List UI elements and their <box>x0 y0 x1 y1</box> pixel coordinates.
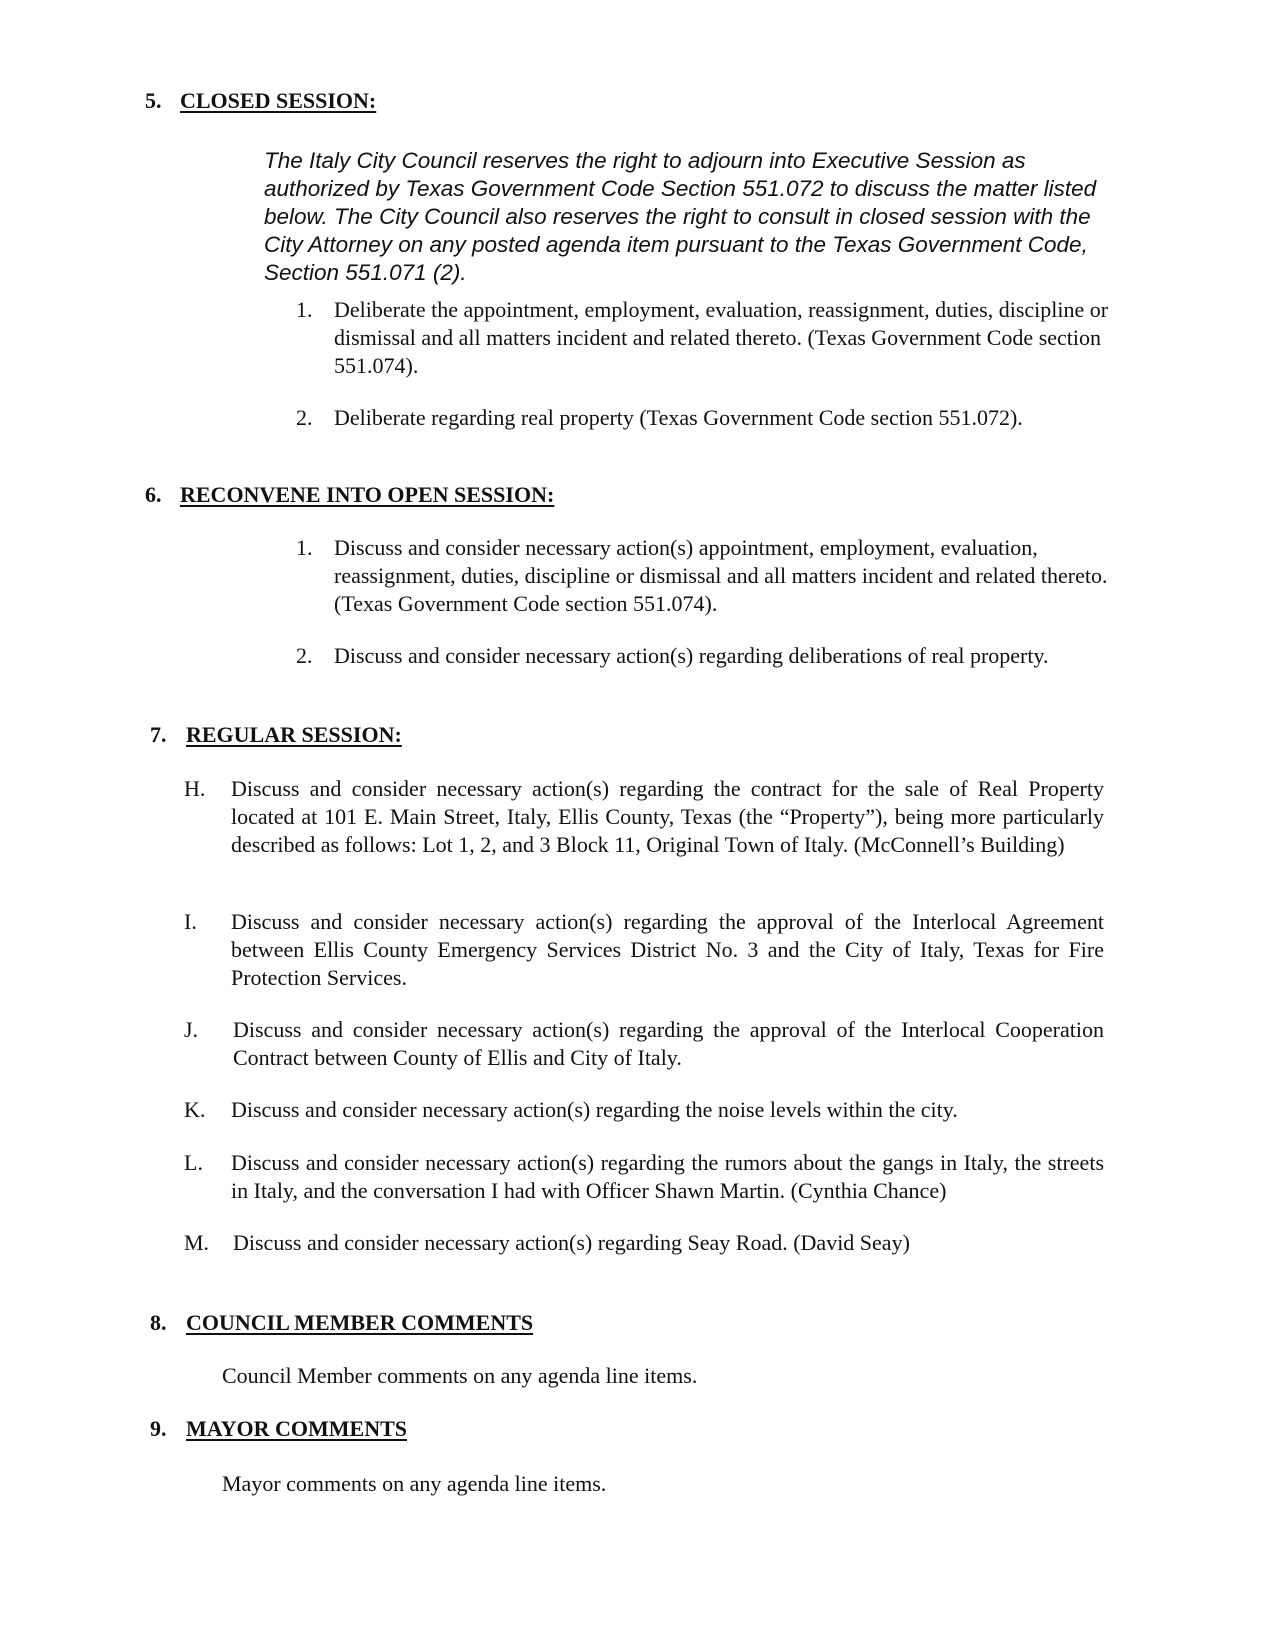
closed-item-1 <box>296 296 1138 380</box>
regular-item-k <box>184 1096 1104 1124</box>
section-title: CLOSED SESSION: <box>180 88 377 113</box>
section-7-heading <box>150 722 402 748</box>
section-number: 8. <box>150 1310 167 1335</box>
section-title: REGULAR SESSION: <box>186 722 402 747</box>
item-text: Discuss and consider necessary action(s) regarding the approval of the Interlocal Agreement between Ellis County Emergency Services District No. 3 and the City of Italy, Texas for Fire Protection Services. <box>231 909 1104 990</box>
item-marker: J. <box>184 1017 199 1042</box>
regular-item-m <box>184 1229 1104 1257</box>
item-marker: L. <box>184 1150 203 1175</box>
section-5-heading <box>145 88 376 114</box>
item-text: Discuss and consider necessary action(s) regarding the contract for the sale of Real Property located at 101 E. Main Street, Italy, Ellis County, Texas (the “Property”), being more particularly described as follows: Lot 1, 2, and 3 Block 11, Original Town of Italy. (McConnell’s Building) <box>231 776 1104 857</box>
item-text: Discuss and consider necessary action(s) regarding the approval of the Interlocal Cooperation Contract between County of Ellis and City of Italy. <box>233 1017 1104 1070</box>
section-number: 9. <box>150 1416 167 1441</box>
item-text: Discuss and consider necessary action(s) regarding the rumors about the gangs in Italy, the streets in Italy, and the conversation I had with Officer Shawn Martin. (Cynthia Chance) <box>231 1150 1104 1203</box>
council-comments-text: Council Member comments on any agenda line items. <box>222 1363 698 1388</box>
item-text: Discuss and consider necessary action(s) regarding the noise levels within the city. <box>231 1097 958 1122</box>
item-marker: 2. <box>296 405 313 430</box>
item-marker: I. <box>184 909 197 934</box>
regular-item-h <box>184 775 1104 859</box>
closed-item-2 <box>296 404 1138 432</box>
item-text: Deliberate the appointment, employment, evaluation, reassignment, duties, discipline or dismissal and all matters incident and related thereto. (Texas Government Code section 551.074). <box>334 297 1109 378</box>
item-text: Discuss and consider necessary action(s) regarding Seay Road. (David Seay) <box>233 1230 910 1255</box>
regular-item-j <box>184 1016 1104 1072</box>
regular-item-l <box>184 1149 1104 1205</box>
open-item-1 <box>296 534 1126 618</box>
item-marker: 1. <box>296 297 313 322</box>
section-6-heading <box>145 482 554 508</box>
item-text: Discuss and consider necessary action(s) appointment, employment, evaluation, reassignment, duties, discipline or dismissal and all matters incident and related thereto. (Texas Government Code section 551.074). <box>334 535 1108 616</box>
section-title: MAYOR COMMENTS <box>186 1416 408 1441</box>
mayor-comments-text: Mayor comments on any agenda line items. <box>222 1471 607 1496</box>
item-marker: 2. <box>296 643 313 668</box>
closed-session-notice: The Italy City Council reserves the right to adjourn into Executive Session as authorized by Texas Government Code Section 551.072 to discuss the matter listed below. The City Council also reserves the right to consult in closed session with the City Attorney on any posted agenda item pursuant to the Texas Government Code, Section 551.071 (2). <box>264 148 1097 285</box>
section-9-heading <box>150 1416 407 1442</box>
section-number: 5. <box>145 88 162 113</box>
section-number: 7. <box>150 722 167 747</box>
open-item-2 <box>296 642 1138 670</box>
item-text: Deliberate regarding real property (Texas Government Code section 551.072). <box>334 405 1023 430</box>
section-title: RECONVENE INTO OPEN SESSION: <box>180 482 555 507</box>
item-text: Discuss and consider necessary action(s) regarding deliberations of real property. <box>334 643 1049 668</box>
item-marker: H. <box>184 776 206 801</box>
section-title: COUNCIL MEMBER COMMENTS <box>186 1310 534 1335</box>
item-marker: 1. <box>296 535 313 560</box>
regular-item-i <box>184 908 1104 992</box>
section-8-heading <box>150 1310 533 1336</box>
section-number: 6. <box>145 482 162 507</box>
item-marker: M. <box>184 1230 210 1255</box>
item-marker: K. <box>184 1097 206 1122</box>
